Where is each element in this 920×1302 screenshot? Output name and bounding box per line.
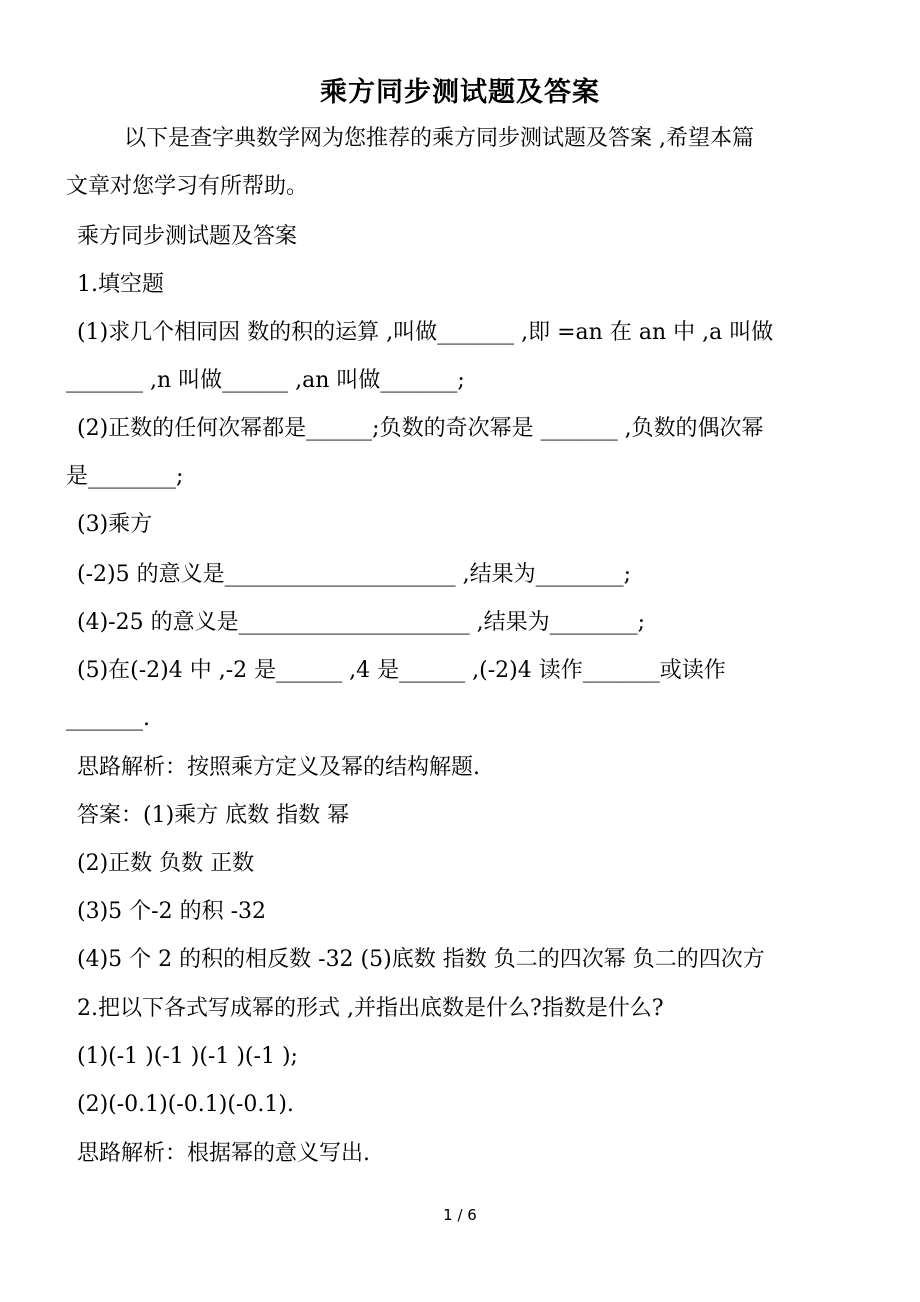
question-2-2: (2)(-0.1)(-0.1)(-0.1). xyxy=(77,1092,294,1117)
hint-2: 思路解析：根据幂的意义写出. xyxy=(77,1141,370,1166)
answer-1-2: (2)正数 负数 正数 xyxy=(77,851,255,876)
answer-1-4-5: (4)5 个 2 的积的相反数 -32 (5)底数 指数 负二的四次幂 负二的四次方 xyxy=(77,947,765,972)
answer-1-3: (3)5 个-2 的积 -32 xyxy=(77,899,266,924)
section-heading: 乘方同步测试题及答案 xyxy=(77,224,298,249)
answer-1-1: 答案：(1)乘方 底数 指数 幂 xyxy=(77,803,350,828)
intro-paragraph-line-1: 以下是查字典数学网为您推荐的乘方同步测试题及答案 ,希望本篇 xyxy=(124,126,754,151)
question-1-5-line-2: _______. xyxy=(66,706,150,731)
page-title: 乘方同步测试题及答案 xyxy=(320,77,600,108)
question-2-1: (1)(-1 )(-1 )(-1 )(-1 ); xyxy=(77,1044,298,1069)
question-1-5-line-1: (5)在(-2)4 中 ,-2 是______ ,4 是______ ,(-2)4 读作_______或读作 xyxy=(77,658,726,683)
hint-1: 思路解析：按照乘方定义及幂的结构解题. xyxy=(77,755,480,780)
question-1-heading: 1.填空题 xyxy=(77,272,164,297)
question-1-3-line: (-2)5 的意义是_____________________ ,结果为________; xyxy=(77,562,631,587)
intro-paragraph-line-2: 文章对您学习有所帮助。 xyxy=(66,174,309,199)
question-1-3-heading: (3)乘方 xyxy=(77,512,153,537)
page-indicator: 1 / 6 xyxy=(443,1206,477,1224)
question-1-1-line-2: _______ ,n 叫做______ ,an 叫做_______; xyxy=(66,368,465,393)
question-1-2-line-2: 是________; xyxy=(66,464,184,489)
question-1-2-line-1: (2)正数的任何次幂都是______;负数的奇次幂是 _______ ,负数的偶次幂 xyxy=(77,416,764,441)
question-1-4-line: (4)-25 的意义是_____________________ ,结果为________; xyxy=(77,610,645,635)
question-2-heading: 2.把以下各式写成幂的形式 ,并指出底数是什么?指数是什么? xyxy=(77,996,664,1021)
question-1-1-line-1: (1)求几个相同因 数的积的运算 ,叫做_______ ,即 =an 在 an 中 ,a 叫做 xyxy=(77,320,774,345)
